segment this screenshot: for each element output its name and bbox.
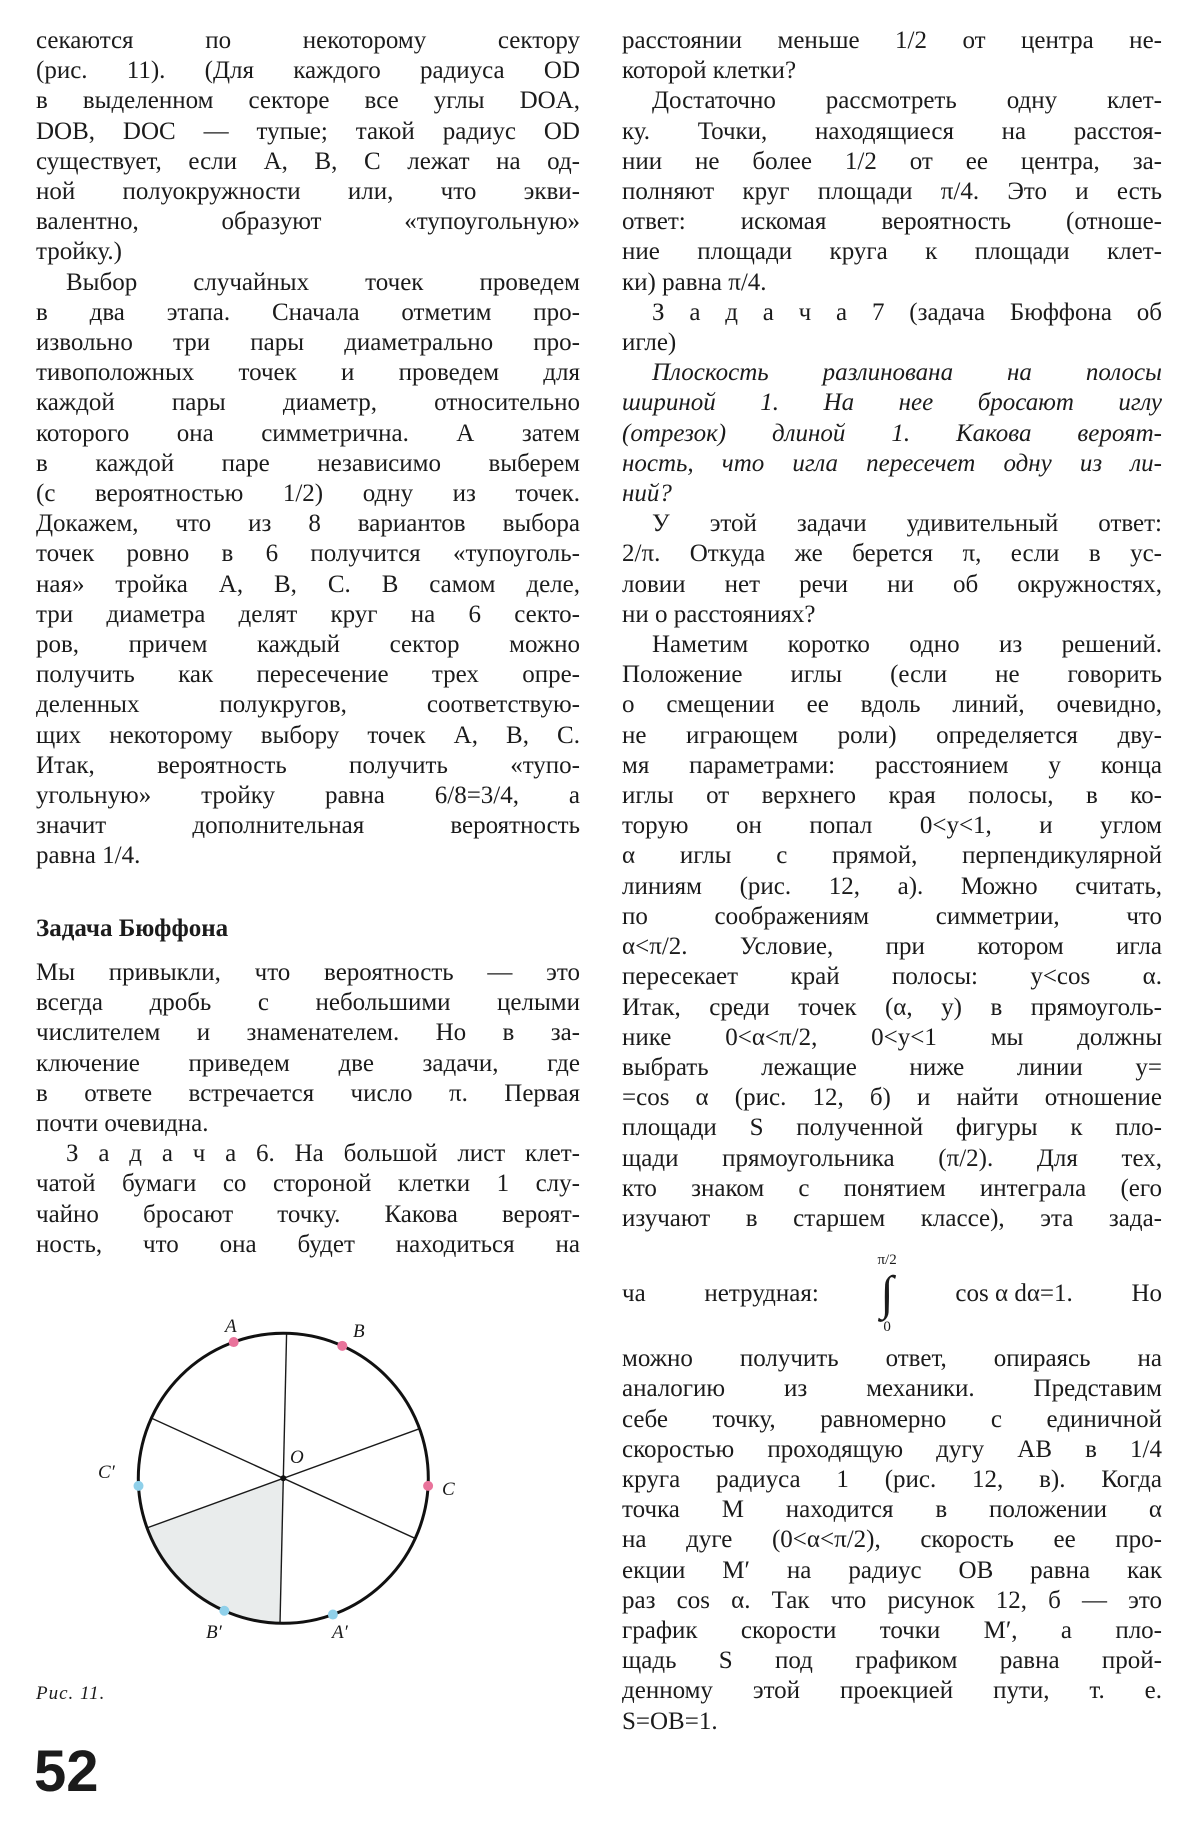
text-line: изучают в старшем классе), эта зада-: [622, 1204, 1162, 1232]
text-line: ние площади круга к площади клет-: [622, 238, 1162, 266]
paragraph: [36, 958, 580, 1139]
integral-icon: ∫: [880, 1267, 894, 1321]
integral-line: [622, 1244, 1162, 1344]
paragraph: [36, 268, 580, 872]
text-line: щади прямоугольника (π/2). Для тех,: [622, 1144, 1162, 1172]
text-line: З а д а ч а 6. На большой лист клет-: [66, 1140, 580, 1168]
text-line: площади S полученной фигуры к пло-: [622, 1114, 1162, 1142]
text-line: расстоянии меньше 1/2 от центра не-: [622, 27, 1162, 54]
text-line: игле): [622, 329, 677, 357]
text-line: α<π/2. Условие, при котором игла: [622, 933, 1162, 961]
text-line: ку. Точки, находящиеся на расстоя-: [622, 117, 1162, 145]
text-line: числителем и знаменателем. Но в за-: [36, 1019, 580, 1047]
text-line: Итак, вероятность получить «тупо-: [36, 751, 580, 779]
text-line: ключение приведем две задачи, где: [36, 1049, 580, 1077]
paragraph: [622, 298, 1162, 358]
text-line: которого она симметрична. А затем: [36, 419, 580, 447]
integral-expression: cos α dα=1.: [955, 1280, 1073, 1308]
text-line: Плоскость разлинована на полосы: [652, 359, 1162, 387]
point-B-prime: [219, 1606, 229, 1616]
text-line: (с вероятностью 1/2) одну из точек.: [36, 480, 580, 508]
label-B: B: [353, 1321, 365, 1342]
text-line: скоростью проходящую дугу AB в 1/4: [622, 1435, 1162, 1463]
text-line: тивоположных точек и проведем для: [36, 359, 580, 387]
page-number: 52: [34, 1739, 99, 1804]
label-A-prime: A′: [332, 1622, 348, 1643]
text-line: чайно бросают точку. Какова вероят-: [36, 1200, 580, 1228]
text-line: тройку.): [36, 238, 122, 266]
text-line: 2/π. Откуда же берется π, если в ус-: [622, 540, 1162, 568]
point-C-prime: [133, 1481, 143, 1491]
text-line: секаются по некоторому сектору: [36, 27, 580, 54]
text-line: пересекает край полосы: y<cos α.: [622, 963, 1162, 991]
text-line: равна 1/4.: [36, 842, 141, 870]
text-line: всегда дробь с небольшими целыми: [36, 989, 580, 1017]
text-line: почти очевидна.: [36, 1109, 209, 1137]
text-line: ной полуокружности или, что экви-: [36, 178, 580, 206]
text-line: на дуге (0<α<π/2), скорость ее про-: [622, 1526, 1162, 1554]
text-line: не играющем роли) определяется дву-: [622, 721, 1162, 749]
text-line: угольную» тройку равна 6/8=3/4, а: [36, 782, 580, 810]
figure-caption: Рис. 11.: [36, 1683, 106, 1704]
label-C: C: [442, 1479, 455, 1500]
point-B: [337, 1341, 347, 1351]
text-line: точка M находится в положении α: [622, 1496, 1162, 1524]
text-line: чатой бумаги со стороной клетки 1 слу-: [36, 1170, 580, 1198]
point-C: [423, 1481, 433, 1491]
text-line: можно получить ответ, опираясь на: [622, 1345, 1162, 1373]
section-heading: Задача Бюффона: [36, 914, 229, 942]
text-line: в ответе встречается число π. Первая: [36, 1079, 580, 1107]
text-line: в выделенном секторе все углы DOA,: [36, 87, 580, 115]
text-line: ответ: искомая вероятность (отноше-: [622, 208, 1162, 236]
right-column: [622, 26, 1162, 1737]
text-line: ность, что она будет находиться на: [36, 1230, 580, 1258]
label-O: O: [290, 1447, 304, 1468]
text-line: полняют круг площади π/4. Это и есть: [622, 178, 1162, 206]
text-line: У этой задачи удивительный ответ:: [652, 510, 1162, 538]
text-line: ров, причем каждый сектор можно: [36, 631, 580, 659]
text-line: три диаметра делят круг на 6 секто-: [36, 600, 580, 628]
text-line: нике 0<α<π/2, 0<y<1 мы должны: [622, 1023, 1162, 1051]
text-line: нии не более 1/2 от ее центра, за-: [622, 147, 1162, 175]
text-line: ний?: [622, 480, 672, 508]
figure-11-circle-diagram: [90, 1300, 510, 1700]
text-line: извольно три пары диаметрально про-: [36, 329, 580, 357]
text-line: Мы привыкли, что вероятность — это: [36, 958, 580, 986]
text-line: значит дополнительная вероятность: [36, 812, 580, 840]
text-line: мя параметрами: расстоянием y конца: [622, 751, 1162, 779]
label-B-prime: B′: [206, 1622, 222, 1643]
text-line: ность, что игла пересечет одну из ли-: [622, 449, 1162, 477]
text-line: Наметим коротко одно из решений.: [652, 631, 1162, 659]
text-line: ловии нет речи ни об окружностях,: [622, 570, 1162, 598]
text-line: иглы от верхнего края полосы, в ко-: [622, 782, 1162, 810]
paragraph: [622, 26, 1162, 86]
text-line: Итак, среди точек (α, y) в прямоуголь-: [622, 993, 1162, 1021]
text-line: о смещении ее вдоль линий, очевидно,: [622, 691, 1162, 719]
text-line: Положение иглы (если не говорить: [622, 661, 1162, 689]
paragraph: [36, 26, 580, 268]
text-line: себе точку, равномерно с единичной: [622, 1405, 1162, 1433]
integral-sign: [877, 1253, 896, 1335]
paragraph: [622, 630, 1162, 1234]
text-line: ная» тройка A, B, C. В самом деле,: [36, 570, 580, 598]
paragraph: [622, 358, 1162, 509]
point-A-prime: [328, 1610, 338, 1620]
paragraph: [622, 509, 1162, 630]
label-C-prime: C′: [98, 1462, 115, 1483]
text-line: (отрезок) длиной 1. Какова вероят-: [622, 419, 1162, 447]
center-point: [280, 1475, 286, 1481]
text-line: график скорости точки M′, а пло-: [622, 1616, 1162, 1644]
paragraph: [622, 86, 1162, 297]
text-line: екции M′ на радиус OB равна как: [622, 1556, 1162, 1584]
left-column: [36, 26, 580, 1260]
text-line: каждой пары диаметр, относительно: [36, 389, 580, 417]
text-line: DOB, DOC — тупые; такой радиус OD: [36, 117, 580, 145]
text-line: аналогию из механики. Представим: [622, 1375, 1162, 1403]
text-line: ки) равна π/4.: [622, 268, 767, 296]
text-line: щих некоторому выбору точек A, B, C.: [36, 721, 580, 749]
text-line: щадь S под графиком равна прой-: [622, 1647, 1162, 1675]
lower-limit: 0: [883, 1319, 891, 1336]
text-line: которой клетки?: [622, 57, 797, 85]
shaded-sector: [147, 1478, 283, 1623]
text-line: по соображениям симметрии, что: [622, 902, 1162, 930]
text-line: =cos α (рис. 12, б) и найти отношение: [622, 1084, 1162, 1112]
text-line: валентно, образуют «тупоугольную»: [36, 208, 580, 236]
paragraph: [622, 1344, 1162, 1737]
text-fragment: ча: [622, 1280, 646, 1308]
text-line: деленных полукругов, соответствую-: [36, 691, 580, 719]
text-line: раз cos α. Так что рисунок 12, б — это: [622, 1586, 1162, 1614]
text-line: шириной 1. На нее бросают иглу: [622, 389, 1162, 417]
text-line: З а д а ч а 7 (задача Бюффона об: [652, 298, 1162, 326]
text-line: кто знаком с понятием интеграла (его: [622, 1174, 1162, 1202]
text-line: Выбор случайных точек проведем: [66, 268, 580, 296]
text-fragment: Но: [1131, 1280, 1162, 1308]
text-line: существует, если A, B, C лежат на од-: [36, 147, 580, 175]
text-fragment: нетрудная:: [704, 1280, 819, 1308]
paragraph: [36, 1139, 580, 1260]
point-A: [229, 1337, 239, 1347]
text-line: в два этапа. Сначала отметим про-: [36, 298, 580, 326]
text-line: получить как пересечение трех опре-: [36, 661, 580, 689]
text-line: выбрать лежащие ниже линии y=: [622, 1053, 1162, 1081]
text-line: (рис. 11). (Для каждого радиуса OD: [36, 57, 580, 85]
text-line: Достаточно рассмотреть одну клет-: [652, 87, 1162, 115]
text-line: точек ровно в 6 получится «тупоуголь-: [36, 540, 580, 568]
text-line: Докажем, что из 8 вариантов выбора: [36, 510, 580, 538]
label-A: A: [225, 1316, 237, 1337]
text-line: α иглы с прямой, перпендикулярной: [622, 842, 1162, 870]
text-line: линиям (рис. 12, а). Можно считать,: [622, 872, 1162, 900]
text-line: S=OB=1.: [622, 1707, 718, 1735]
text-line: круга радиуса 1 (рис. 12, в). Когда: [622, 1465, 1162, 1493]
upper-limit: π/2: [877, 1252, 897, 1269]
text-line: торую он попал 0<y<1, и углом: [622, 812, 1162, 840]
text-line: в каждой паре независимо выберем: [36, 449, 580, 477]
text-line: ни о расстояниях?: [622, 600, 816, 628]
text-line: денному этой проекцией пути, т. е.: [622, 1677, 1162, 1705]
